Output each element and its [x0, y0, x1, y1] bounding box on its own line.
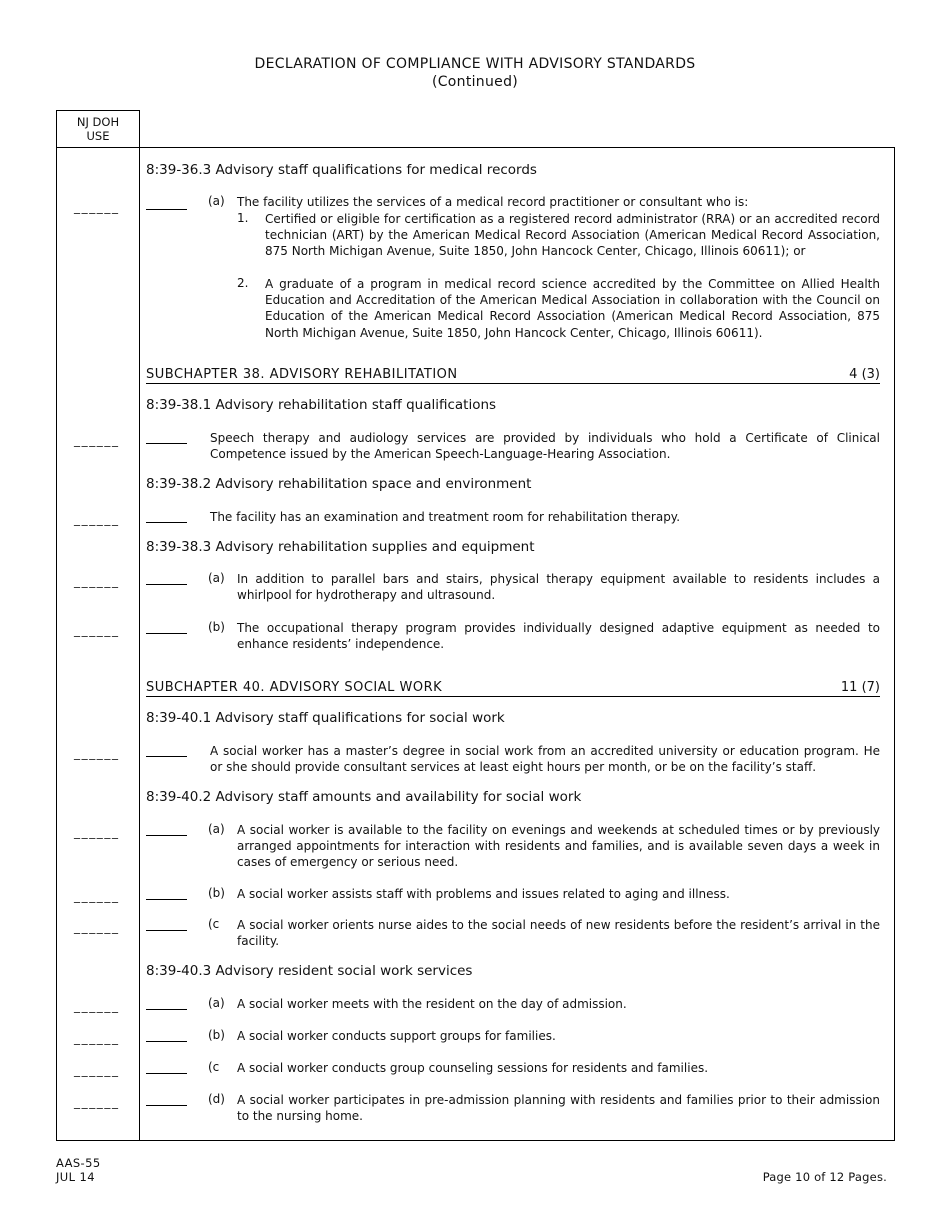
item-text-38-2: The facility has an examination and treatment room for rehabilitation therapy.: [210, 510, 681, 524]
item-text-36-3a: The facility utilizes the services of a medical record practitioner or consultant who is:: [237, 195, 749, 209]
compliance-line-38-3b[interactable]: [146, 633, 187, 634]
item-label-36-3a-2: 2.: [237, 276, 249, 290]
njdoh-blank-38-3a[interactable]: ______: [74, 574, 120, 588]
form-date: JUL 14: [56, 1170, 95, 1184]
item-text-40-3a: A social worker meets with the resident on the day of admission.: [237, 997, 627, 1011]
item-text-40-1: A social worker has a master’s degree in social work from an accredited university or education program. He or she should provide consultant services at least eight hours per month, or be on the facility’s staff.: [210, 744, 880, 775]
item-text-38-3b: The occupational therapy program provides individually designed adaptive equipment as needed to enhance residents’ independence.: [237, 621, 880, 652]
section-heading-38-1: 8:39-38.1 Advisory rehabilitation staff qualifications: [146, 397, 497, 413]
njdoh-blank-40-2a[interactable]: ______: [74, 825, 120, 839]
compliance-line-40-2a[interactable]: [146, 835, 187, 836]
njdoh-use-header: [56, 110, 140, 148]
njdoh-blank-40-3c[interactable]: ______: [74, 1063, 120, 1077]
compliance-line-38-1[interactable]: [146, 443, 187, 444]
item-label-36-3a-1: 1.: [237, 211, 249, 225]
njdoh-blank-40-1[interactable]: ______: [74, 746, 120, 760]
item-label-40-2b: (b): [208, 886, 225, 900]
item-label-40-2c: (c: [208, 917, 220, 931]
item-label-36-3a: (a): [208, 194, 225, 208]
item-label-40-3a: (a): [208, 996, 225, 1010]
item-label-40-3b: (b): [208, 1028, 225, 1042]
compliance-line-40-3d[interactable]: [146, 1105, 187, 1106]
section-heading-40-1: 8:39-40.1 Advisory staff qualifications for social work: [146, 710, 505, 726]
column-divider: [139, 147, 140, 1141]
section-heading-40-3: 8:39-40.3 Advisory resident social work services: [146, 963, 473, 979]
njdoh-blank-40-2b[interactable]: ______: [74, 889, 120, 903]
item-text-40-2c: A social worker orients nurse aides to the social needs of new residents before the resident’s arrival in the facility.: [237, 918, 880, 949]
compliance-line-40-2b[interactable]: [146, 899, 187, 900]
item-label-40-3c: (c: [208, 1060, 220, 1074]
item-text-38-3a: In addition to parallel bars and stairs, physical therapy equipment available to residents includes a whirlpool for hydrotherapy and ultrasound.: [237, 572, 880, 603]
njdoh-blank-40-3d[interactable]: ______: [74, 1095, 120, 1109]
item-text-40-2b: A social worker assists staff with problems and issues related to aging and illness.: [237, 887, 730, 901]
item-text-40-3d: A social worker participates in pre-admission planning with residents and families prior to their admission to the nursing home.: [237, 1093, 880, 1124]
item-text-38-1: Speech therapy and audiology services are provided by individuals who hold a Certificate of Clinical Competence issued by the American Speech-Language-Hearing Association.: [210, 431, 880, 462]
subchapter-40-title: SUBCHAPTER 40. ADVISORY SOCIAL WORK: [146, 680, 443, 695]
item-label-40-2a: (a): [208, 822, 225, 836]
document-subtitle: (Continued): [431, 74, 519, 90]
compliance-line-40-1[interactable]: [146, 756, 187, 757]
subchapter-40-count: 11 (7): [840, 680, 880, 695]
item-label-40-3d: (d): [208, 1092, 225, 1106]
subchapter-38-title: SUBCHAPTER 38. ADVISORY REHABILITATION: [146, 367, 458, 382]
compliance-line-38-3a[interactable]: [146, 584, 187, 585]
njdoh-blank-38-1[interactable]: ______: [74, 433, 120, 447]
njdoh-blank-40-2c[interactable]: ______: [74, 920, 120, 934]
subchapter-38-heading: [146, 367, 880, 384]
item-text-36-3a-2: A graduate of a program in medical record science accredited by the Committee on Allied Health Education and Accreditation of the American Medical Association in collaboration with the Council on Education of the American Medical Record Association (American Medical Record Association, 875 North Michigan Avenue, Suite 1850, John Hancock Center, Chicago, Illinois 60611).: [265, 277, 880, 340]
njdoh-blank-38-3b[interactable]: ______: [74, 623, 120, 637]
item-text-36-3a-1: Certified or eligible for certification as a registered record administrator (RRA) or an accredited record technician (ART) by the American Medical Record Association (American Medical Record Association, 875 North Michigan Avenue, Suite 1850, John Hancock Center, Chicago, Illinois 60611); or: [265, 212, 880, 259]
subchapter-40-heading: [146, 680, 880, 697]
section-heading-38-2: 8:39-38.2 Advisory rehabilitation space and environment: [146, 476, 532, 492]
compliance-line-40-3a[interactable]: [146, 1009, 187, 1010]
item-text-40-3b: A social worker conducts support groups for families.: [237, 1029, 556, 1043]
njdoh-blank-36-3a[interactable]: ______: [74, 200, 120, 214]
section-heading-38-3: 8:39-38.3 Advisory rehabilitation supplies and equipment: [146, 539, 535, 555]
document-title: DECLARATION OF COMPLIANCE WITH ADVISORY STANDARDS: [254, 56, 696, 72]
subchapter-38-count: 4 (3): [849, 367, 880, 382]
njdoh-use-label: NJ DOH USE: [76, 115, 120, 143]
item-label-38-3b: (b): [208, 620, 225, 634]
item-text-40-2a: A social worker is available to the facility on evenings and weekends at scheduled times or by previously arranged appointments for interaction with residents and families, and is available seven days a week in cases of emergency or serious need.: [237, 823, 880, 870]
compliance-line-40-2c[interactable]: [146, 930, 187, 931]
njdoh-blank-40-3a[interactable]: ______: [74, 999, 120, 1013]
njdoh-blank-40-3b[interactable]: ______: [74, 1031, 120, 1045]
compliance-line-36-3a[interactable]: [146, 209, 187, 210]
page-number: Page 10 of 12 Pages.: [762, 1170, 887, 1184]
section-heading-40-2: 8:39-40.2 Advisory staff amounts and availability for social work: [146, 789, 582, 805]
item-label-38-3a: (a): [208, 571, 225, 585]
section-heading-36-3: 8:39-36.3 Advisory staff qualifications for medical records: [146, 162, 537, 178]
form-number: AAS-55: [56, 1156, 101, 1170]
njdoh-blank-38-2[interactable]: ______: [74, 512, 120, 526]
compliance-line-38-2[interactable]: [146, 522, 187, 523]
compliance-line-40-3c[interactable]: [146, 1073, 187, 1074]
item-text-40-3c: A social worker conducts group counseling sessions for residents and families.: [237, 1061, 709, 1075]
compliance-line-40-3b[interactable]: [146, 1041, 187, 1042]
